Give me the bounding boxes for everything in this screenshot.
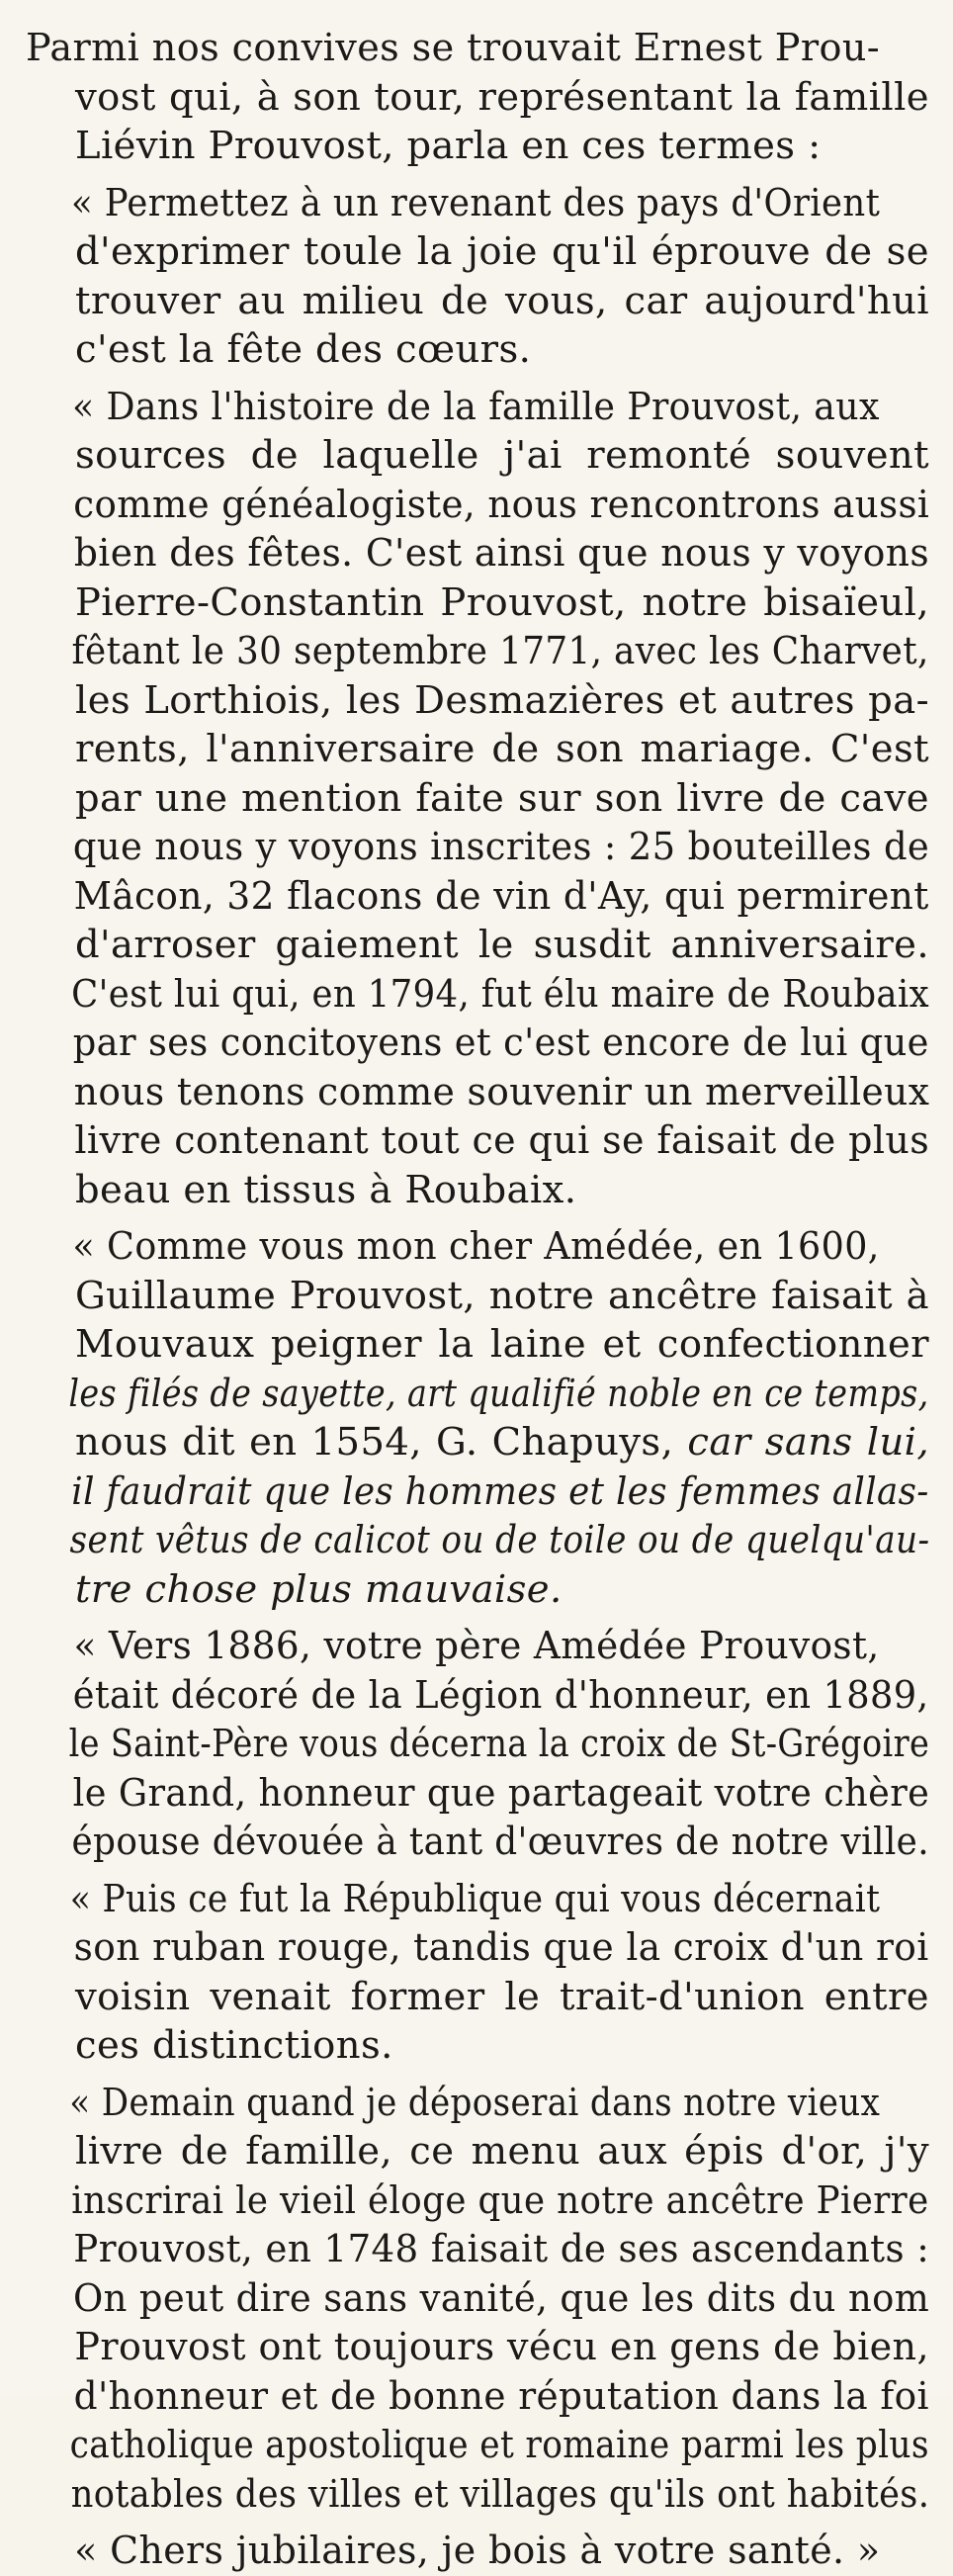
text-line: Liévin Prouvost, parla en ces termes : [75,124,822,168]
text-line: catholique apostolique et romaine parmi les plus [69,2423,929,2467]
text-line: vost qui, à son tour, représentant la famille [75,74,929,120]
text-line: « Chers jubilaires, je bois à votre santé. » [74,2529,881,2573]
text-line: Prouvost, en 1748 faisait de ses ascendants : [73,2227,930,2271]
text-line: voisin venait former le trait-d'union entre [75,1974,929,2019]
text-line: « Puis ce fut la République qui vous décernait [69,1876,881,1921]
text-line: livre contenant tout ce qui se faisait de plus [74,1118,930,1163]
body-text [26,24,929,2576]
paragraph-histoire [26,383,929,1215]
text-line: trouver au milieu de vous, car aujourd'hui [75,278,929,323]
text-line: épouse dévouée à tant d'œuvres de notre ville. [71,1820,929,1864]
text-line: « Dans l'histoire de la famille Prouvost, aux [72,384,880,429]
paragraph-intro [26,24,929,171]
text-line: rents, l'anniversaire de son mariage. C'est [75,727,929,771]
text-line: que nous y voyons inscrites : 25 bouteilles de [72,825,930,869]
paragraph-republique [26,1875,929,2071]
text-line: « Comme vous mon cher Amédée, en 1600, [72,1224,880,1269]
text-line: par ses concitoyens et c'est encore de lui que [72,1021,929,1065]
text-line: notables des villes et villages qu'ils ont habités. [70,2471,930,2517]
text-line: « Demain quand je déposerai dans notre vieux [69,2080,881,2125]
text-line: le Saint-Père vous décerna la croix de St-Grégoire [68,1722,930,1766]
text-line: Mâcon, 32 flacons de vin d'Ay, qui permirent [73,873,929,919]
text-line: son ruban rouge, tandis que la croix d'un roi [73,1925,929,1970]
text-line: par une mention faite sur son livre de cave [75,775,929,821]
text-line: Prouvost ont toujours vécu en gens de bien, [74,2325,929,2369]
text-line: inscrirai le vieil éloge que notre ancêtre Pierre [71,2177,929,2223]
text-italic: car sans lui, [687,1420,929,1465]
text-line-italic: les filés de sayette, art qualifié noble en ce temps, [68,1371,929,1416]
text-line: Parmi nos convives se trouvait Ernest Prou- [26,26,881,70]
paragraph-toast [26,2527,929,2576]
text-line: les Lorthiois, les Desmazières et autres pa- [75,677,929,723]
text-line: d'exprimer toule la joie qu'il éprouve de se [75,229,929,274]
text-line: c'est la fête des cœurs. [75,327,532,372]
text-line: d'honneur et de bonne réputation dans la foi [73,2373,929,2419]
text-line-italic: tre chose plus mauvaise. [75,1566,563,1612]
text-line-mixed [26,1418,929,1467]
text-line: « Vers 1886, votre père Amédée Prouvost, [73,1624,880,1668]
text-line: comme généalogiste, nous rencontrons aussi [73,482,930,527]
text-line: le Grand, honneur que partageait votre chère [72,1770,930,1816]
text-line-italic: il faudrait que les hommes et les femmes allas- [71,1468,929,1514]
text-line: beau en tissus à Roubaix. [75,1167,577,1212]
text-line-italic: sent vêtus de calicot ou de toile ou de quelqu'au- [69,1518,930,1562]
text-line: Pierre-Constantin Prouvost, notre bisaïeul, [75,579,929,625]
text-line: fêtant le 30 septembre 1771, avec les Charvet, [71,629,929,673]
text-line: livre de famille, ce menu aux épis d'or, j'y [75,2129,929,2174]
paragraph-vers-1886 [26,1622,929,1867]
text-line: ces distinctions. [75,2023,393,2068]
text-line: Mouvaux peigner la laine et confectionner [75,1322,929,1367]
paragraph-demain [26,2079,929,2520]
text-line: C'est lui qui, en 1794, fut élu maire de Roubaix [71,971,930,1017]
text-roman: nous dit en 1554, G. Chapuys, [75,1420,674,1465]
paragraph-permettez [26,179,929,375]
text-line: nous tenons comme souvenir un merveilleux [73,1069,930,1114]
text-line: bien des fêtes. C'est ainsi que nous y voyons [73,531,930,576]
text-line: On peut dire sans vanité, que les dits du nom [72,2275,930,2321]
text-line: sources de laquelle j'ai remonté souvent [75,433,929,478]
text-line: d'arroser gaiement le susdit anniversaire. [75,923,929,967]
text-line: « Permettez à un revenant des pays d'Orient [71,180,881,225]
text-line: Guillaume Prouvost, notre ancêtre faisait à [75,1273,929,1318]
text-line: était décoré de la Légion d'honneur, en 1889, [72,1672,929,1718]
paragraph-comme-vous [26,1222,929,1614]
